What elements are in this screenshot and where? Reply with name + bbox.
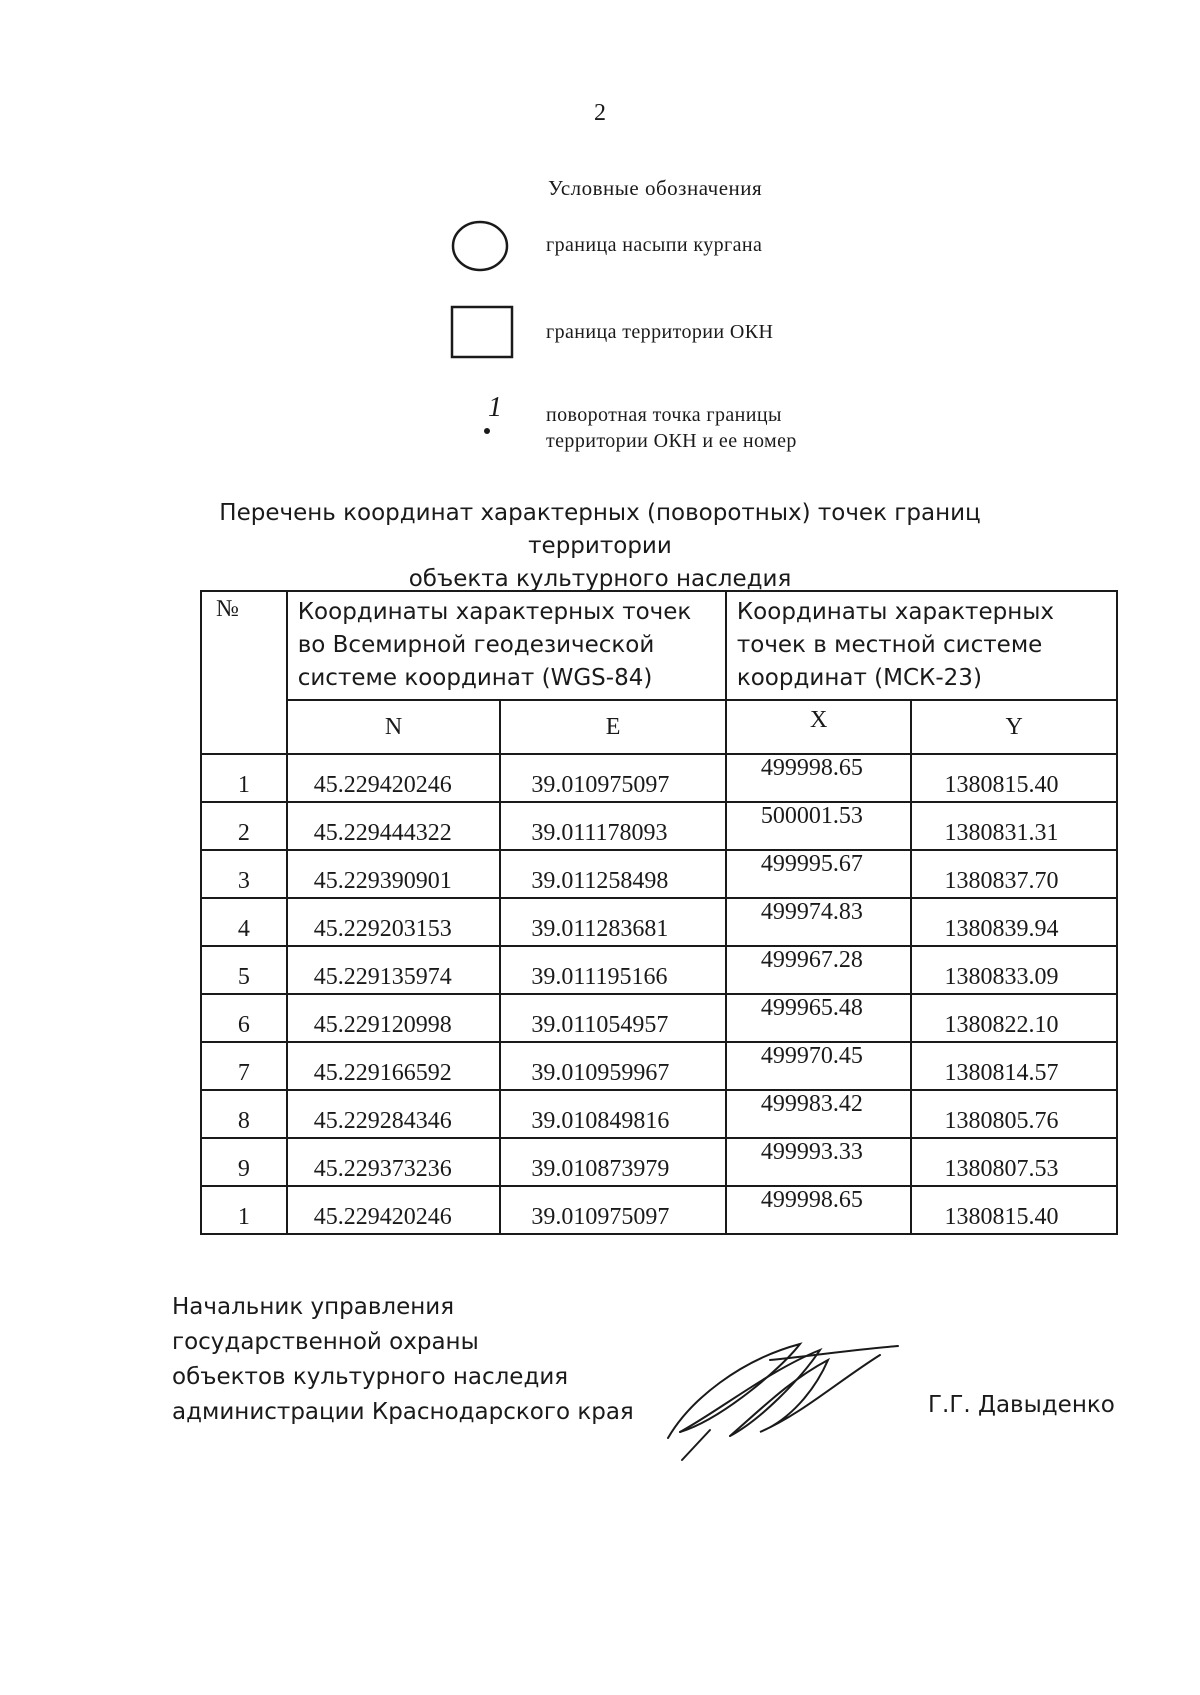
cell-x: 499967.28 — [726, 946, 912, 994]
table-row — [201, 802, 1117, 850]
cell-number: 4 — [201, 898, 287, 946]
cell-e: 39.010975097 — [500, 1186, 726, 1234]
turning-point-dot — [484, 428, 490, 434]
cell-y: 1380815.40 — [911, 754, 1117, 802]
legend-item-turning-point — [450, 392, 970, 466]
cell-n: 45.229390901 — [287, 850, 501, 898]
cell-number: 1 — [201, 1186, 287, 1234]
cell-e: 39.010975097 — [500, 754, 726, 802]
legend-item-territory-boundary — [450, 305, 970, 375]
cell-n: 45.229420246 — [287, 754, 501, 802]
cell-e: 39.010959967 — [500, 1042, 726, 1090]
cell-number: 6 — [201, 994, 287, 1042]
cell-x: 500001.53 — [726, 802, 912, 850]
cell-n: 45.229284346 — [287, 1090, 501, 1138]
cell-n: 45.229120998 — [287, 994, 501, 1042]
cell-y: 1380837.70 — [911, 850, 1117, 898]
header-line: Координаты характерных — [736, 599, 1055, 625]
cell-y: 1380814.57 — [911, 1042, 1117, 1090]
cell-x: 499974.83 — [726, 898, 912, 946]
cell-x: 499965.48 — [726, 994, 912, 1042]
cell-number: 1 — [201, 754, 287, 802]
cell-e: 39.011054957 — [500, 994, 726, 1042]
column-header-wgs84 — [287, 591, 726, 700]
cell-x: 499970.45 — [726, 1042, 912, 1090]
list-title — [150, 497, 1050, 596]
column-header-x: X — [726, 700, 912, 754]
cell-n: 45.229420246 — [287, 1186, 501, 1234]
cell-x: 499995.67 — [726, 850, 912, 898]
cell-y: 1380822.10 — [911, 994, 1117, 1042]
signer-position-line: Начальник управления — [172, 1294, 455, 1320]
table-row — [201, 1186, 1117, 1234]
table-row — [201, 1138, 1117, 1186]
signer-position-line: объектов культурного наследия — [172, 1364, 569, 1390]
cell-n: 45.229166592 — [287, 1042, 501, 1090]
table-row — [201, 850, 1117, 898]
cell-n: 45.229135974 — [287, 946, 501, 994]
cell-number: 2 — [201, 802, 287, 850]
header-line: координат (МСК-23) — [736, 665, 982, 691]
table-row — [201, 946, 1117, 994]
cell-e: 39.010849816 — [500, 1090, 726, 1138]
table-row — [201, 754, 1117, 802]
table-row — [201, 1090, 1117, 1138]
cell-e: 39.010873979 — [500, 1138, 726, 1186]
signer-position — [172, 1290, 634, 1430]
cell-n: 45.229444322 — [287, 802, 501, 850]
handwritten-signature — [650, 1320, 910, 1470]
cell-x: 499998.65 — [726, 1186, 912, 1234]
legend-label: граница территории ОКН — [546, 321, 774, 343]
column-header-number: № — [201, 591, 287, 754]
cell-y: 1380833.09 — [911, 946, 1117, 994]
cell-e: 39.011178093 — [500, 802, 726, 850]
circle-icon — [450, 218, 512, 274]
legend-label-line: поворотная точка границы — [546, 404, 782, 426]
cell-number: 9 — [201, 1138, 287, 1186]
list-title-line: Перечень координат характерных (поворотных) точек границ территории — [219, 500, 981, 559]
signer-position-line: администрации Краснодарского края — [172, 1399, 634, 1425]
cell-n: 45.229373236 — [287, 1138, 501, 1186]
cell-e: 39.011283681 — [500, 898, 726, 946]
list-title-line: объекта культурного наследия — [408, 566, 792, 592]
signer-position-line: государственной охраны — [172, 1329, 479, 1355]
column-header-msk23 — [726, 591, 1117, 700]
coordinates-table — [200, 590, 1118, 1235]
header-line: системе координат (WGS-84) — [297, 665, 653, 691]
legend-label — [546, 402, 797, 454]
cell-number: 8 — [201, 1090, 287, 1138]
legend-title: Условные обозначения — [548, 176, 763, 200]
header-line: во Всемирной геодезической — [297, 632, 655, 658]
turning-point-icon — [450, 392, 510, 456]
cell-y: 1380831.31 — [911, 802, 1117, 850]
cell-n: 45.229203153 — [287, 898, 501, 946]
legend-label: граница насыпи кургана — [546, 234, 763, 256]
cell-e: 39.011258498 — [500, 850, 726, 898]
column-header-y: Y — [911, 700, 1117, 754]
table-row — [201, 994, 1117, 1042]
cell-x: 499993.33 — [726, 1138, 912, 1186]
square-icon — [450, 305, 516, 361]
cell-y: 1380805.76 — [911, 1090, 1117, 1138]
legend-item-mound-boundary — [450, 218, 970, 288]
signer-name: Г.Г. Давыденко — [928, 1392, 1115, 1418]
header-line: точек в местной системе — [736, 632, 1043, 658]
column-header-n: N — [287, 700, 501, 754]
column-header-e: E — [500, 700, 726, 754]
cell-e: 39.011195166 — [500, 946, 726, 994]
cell-y: 1380839.94 — [911, 898, 1117, 946]
table-body — [201, 754, 1117, 1234]
cell-y: 1380807.53 — [911, 1138, 1117, 1186]
cell-y: 1380815.40 — [911, 1186, 1117, 1234]
legend-label-line: территории ОКН и ее номер — [546, 430, 797, 452]
table-row — [201, 1042, 1117, 1090]
table-row — [201, 898, 1117, 946]
cell-x: 499998.65 — [726, 754, 912, 802]
turning-point-number: 1 — [488, 392, 502, 423]
header-line: Координаты характерных точек — [297, 599, 692, 625]
cell-number: 7 — [201, 1042, 287, 1090]
cell-number: 5 — [201, 946, 287, 994]
page-number: 2 — [594, 100, 606, 126]
cell-x: 499983.42 — [726, 1090, 912, 1138]
cell-number: 3 — [201, 850, 287, 898]
